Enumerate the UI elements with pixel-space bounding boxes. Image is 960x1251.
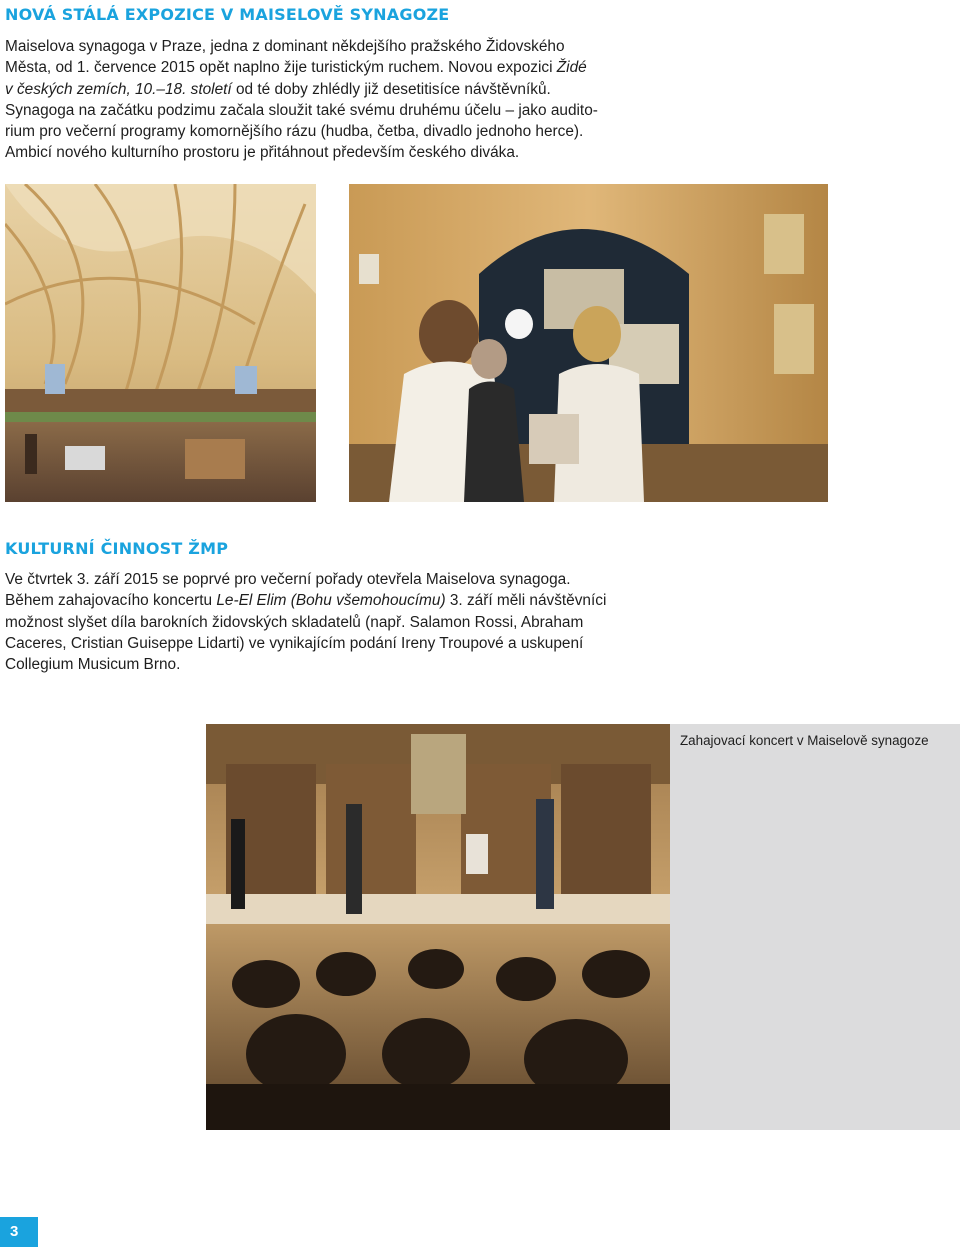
text-segment: Caceres, Cristian Guiseppe Lidarti) ve vynikajícím podání Ireny Troupové a uskupení (5, 634, 584, 652)
text-segment: Města, od 1. července 2015 opět naplno žije turistickým ruchem. Novou expozici (5, 59, 557, 77)
paragraph-line (5, 57, 598, 78)
text-segment: možnost slyšet díla barokních židovských skladatelů (např. Salamon Rossi, Abraham (5, 613, 584, 631)
page-number-badge (0, 1217, 38, 1247)
paragraph-line (5, 79, 598, 100)
text-segment: Během zahajovacího koncertu (5, 592, 217, 610)
paragraph-line (5, 633, 606, 654)
paragraph-line (5, 142, 598, 163)
paragraph-line (5, 569, 606, 590)
text-segment: od té doby zhlédly již desetitisíce návštěvníků. (231, 80, 551, 98)
paragraph-line (5, 100, 598, 121)
text-segment: rium pro večerní programy komornějšího rázu (hudba, četba, divadlo jednoho herce). (5, 123, 584, 141)
paragraph-line (5, 590, 606, 611)
text-segment: Ve čtvrtek 3. září 2015 se poprvé pro večerní pořady otevřela Maiselova synagoga. (5, 571, 571, 588)
text-segment: 3. září měli návštěvníci (445, 592, 607, 610)
text-segment: Synagoga na začátku podzimu začala sloužit také svému druhému účelu – jako audito- (5, 101, 598, 119)
paragraph-line (5, 612, 606, 633)
italic-text: Le-El Elim (Bohu všemohoucímu) (216, 592, 446, 610)
italic-text: v českých zemích, 10.–18. století (5, 80, 232, 98)
text-segment: Collegium Musicum Brno. (5, 656, 181, 674)
paragraph-line (5, 654, 606, 675)
section-heading-cultural-activity: KULTURNÍ ČINNOST ŽMP (5, 539, 229, 558)
photo-caption: Zahajovací koncert v Maiselově synagoze (680, 733, 929, 748)
cultural-activity-paragraph (5, 569, 606, 675)
exposition-paragraph (5, 36, 598, 164)
page-number: 3 (10, 1223, 19, 1240)
section-heading-exposition: NOVÁ STÁLÁ EXPOZICE V MAISELOVĚ SYNAGOZE (5, 5, 450, 24)
paragraph-line (5, 121, 598, 142)
text-segment: Ambicí nového kulturního prostoru je přitáhnout především českého diváka. (5, 144, 520, 162)
text-segment: Maiselova synagoga v Praze, jedna z dominant někdejšího pražského Židovského (5, 38, 565, 55)
concert-photo (206, 724, 670, 1130)
synagogue-interior-photo (5, 184, 316, 502)
exhibition-visitors-photo (349, 184, 828, 502)
italic-text: Židé (556, 59, 587, 77)
paragraph-line (5, 36, 598, 57)
photo-caption-box (670, 724, 960, 1130)
